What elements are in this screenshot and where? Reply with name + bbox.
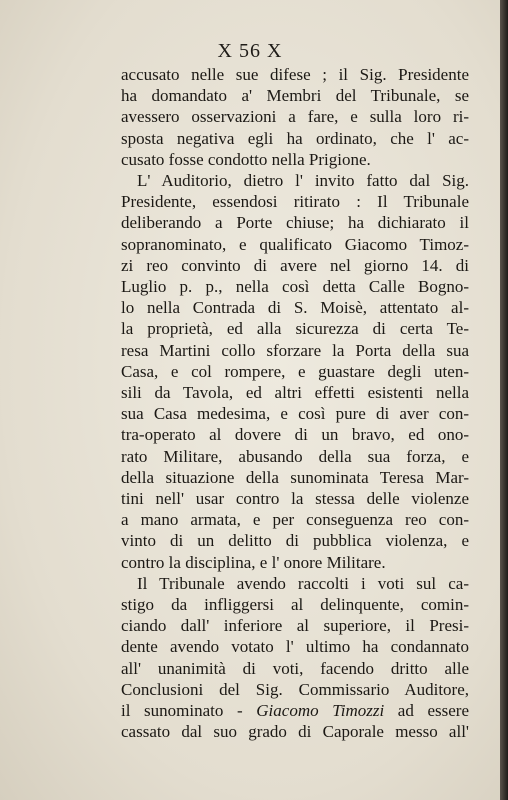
text-line: cusato fosse condotto nella Prigione. <box>121 149 371 169</box>
text-line: dente avendo votato l' ultimo ha condannato <box>121 637 469 657</box>
text-fragment: ad essere <box>384 701 469 721</box>
text-line: sili da Tavola, ed altri effetti esistenti nella <box>121 383 469 403</box>
page-number: X 56 X <box>217 40 283 62</box>
text-line <box>121 700 469 721</box>
text-line: Il Tribunale avendo raccolti i voti sul ca- <box>137 573 469 593</box>
text-line: vinto di un delitto di pubblica violenza, e <box>121 531 469 551</box>
text-line: all' unanimità di voti, facendo dritto alle <box>121 658 469 678</box>
text-line: sposta negativa egli ha ordinato, che l' ac- <box>121 128 469 148</box>
text-line: ciando dall' inferiore al superiore, il Presi- <box>121 616 469 636</box>
text-line: L' Auditorio, dietro l' invito fatto dal Sig. <box>137 171 469 191</box>
text-line: cassato dal suo grado di Caporale messo all' <box>121 722 469 742</box>
text-line: rato Militare, abusando della sua forza, e <box>121 446 469 466</box>
text-line: tini nell' usar contro la stessa delle violenze <box>121 489 469 509</box>
text-line: stigo da infliggersi al delinquente, comin- <box>121 595 469 615</box>
text-line: contro la disciplina, e l' onore Militare. <box>121 552 386 572</box>
text-line: zi reo convinto di avere nel giorno 14. di <box>121 255 469 275</box>
text-line: della situazione della sunominata Teresa Mar- <box>121 467 469 487</box>
text-line: la proprietà, ed alla sicurezza di certa Te- <box>121 319 469 339</box>
text-line: Luglio p. p., nella così detta Calle Bogno- <box>121 277 469 297</box>
text-fragment: il sunominato - <box>121 701 257 721</box>
text-line: Presidente, essendosi ritirato : Il Tribunale <box>121 192 469 212</box>
text-line: lo nella Contrada di S. Moisè, attentato al- <box>121 298 469 318</box>
text-line: avessero osservazioni a fare, e sulla loro ri- <box>121 107 469 127</box>
body-text <box>121 64 469 743</box>
text-line: accusato nelle sue difese ; il Sig. Presidente <box>121 65 469 84</box>
text-line: a mano armata, e per conseguenza reo con- <box>121 510 469 530</box>
italic-name: Giacomo Timozzi <box>256 701 385 721</box>
text-line: ha domandato a' Membri del Tribunale, se <box>121 86 469 106</box>
text-line: sopranominato, e qualificato Giacomo Timoz- <box>121 234 469 254</box>
text-line: deliberando a Porte chiuse; ha dichiarato il <box>121 213 469 233</box>
text-line: tra-operato al dovere di un bravo, ed ono- <box>121 425 469 445</box>
text-line: Conclusioni del Sig. Commissario Auditore, <box>121 679 469 699</box>
page-edge <box>500 0 508 800</box>
text-line: resa Martini collo sforzare la Porta della sua <box>121 340 469 360</box>
text-line: sua Casa medesima, e così pure di aver con- <box>121 404 469 424</box>
text-line: Casa, e col rompere, e guastare degli uten- <box>121 361 469 381</box>
